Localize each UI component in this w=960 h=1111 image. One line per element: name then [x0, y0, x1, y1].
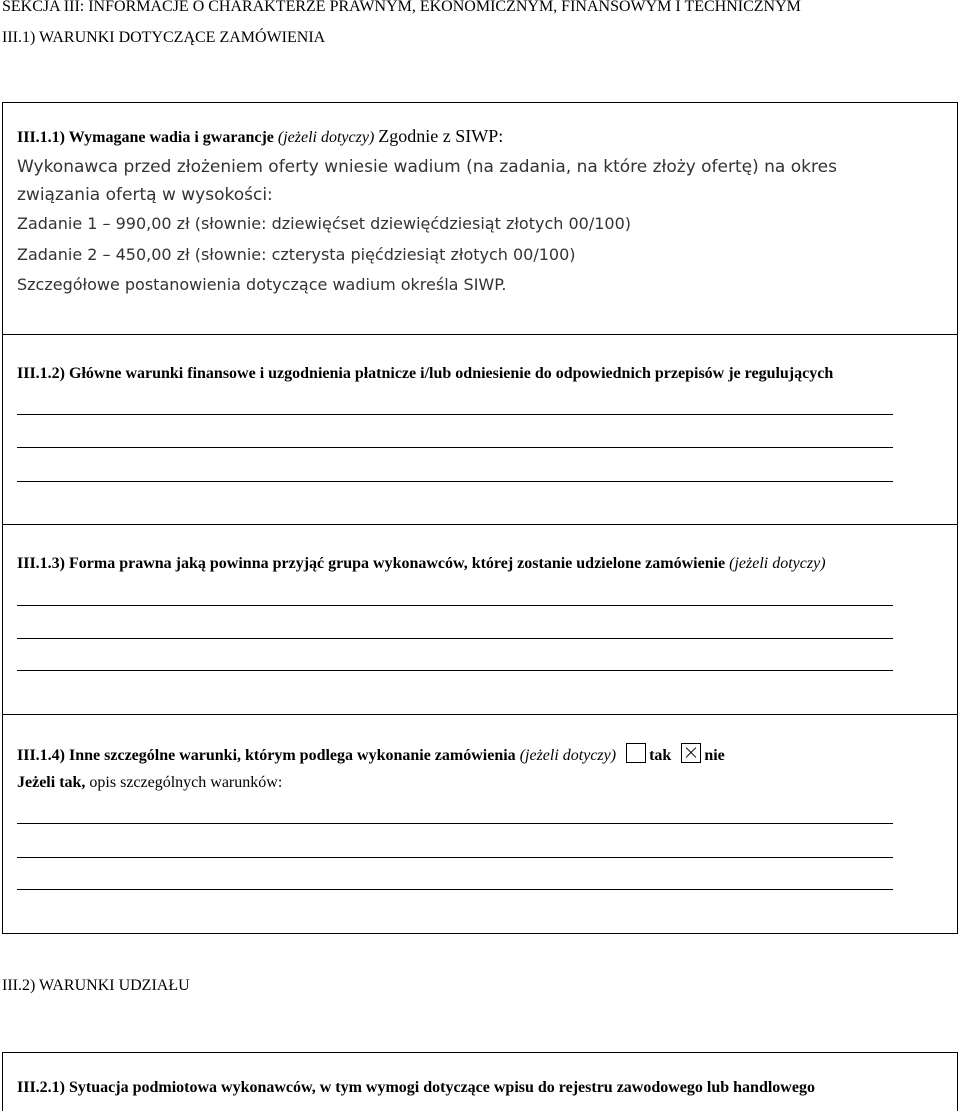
- divider: [2, 524, 958, 525]
- subsection-conditions-title: III.1) WARUNKI DOTYCZĄCE ZAMÓWIENIA: [2, 29, 326, 46]
- special-conditions-label: III.1.4) Inne szczególne warunki, którym podlega wykonanie zamówienia: [17, 747, 516, 764]
- fill-line: [17, 638, 893, 639]
- no-label: nie: [704, 747, 725, 764]
- yes-checkbox[interactable]: [626, 743, 646, 763]
- divider: [2, 102, 958, 103]
- legal-form-label: III.1.3) Forma prawna jaką powinna przyjąć grupa wykonawców, której zostanie udzielone zamówienie: [17, 555, 726, 572]
- fill-line: [17, 414, 893, 415]
- deposit-text-line: Wykonawca przed złożeniem oferty wniesie wadium (na zadania, na które złoży ofertę) na okres: [17, 157, 837, 177]
- legal-form-heading: [17, 555, 826, 573]
- divider: [2, 1052, 958, 1053]
- deposit-task-2: Zadanie 2 – 450,00 zł (słownie: czterysta pięćdziesiąt złotych 00/100): [17, 245, 576, 264]
- section-title: SEKCJA III: INFORMACJE O CHARAKTERZE PRAWNYM, EKONOMICZNYM, FINANSOWYM I TECHNICZNYM: [2, 0, 801, 15]
- fill-line: [17, 889, 893, 890]
- special-conditions-heading: [17, 743, 725, 765]
- deposit-heading: [17, 126, 503, 147]
- deposit-note: (jeżeli dotyczy): [277, 129, 375, 146]
- special-conditions-note: (jeżeli dotyczy): [519, 747, 617, 764]
- fill-line: [17, 823, 893, 824]
- legal-form-note: (jeżeli dotyczy): [729, 555, 826, 572]
- deposit-details: Szczegółowe postanowienia dotyczące wadium określa SIWP.: [17, 275, 507, 294]
- divider: [2, 714, 958, 715]
- financial-conditions-label: III.1.2) Główne warunki finansowe i uzgodnienia płatnicze i/lub odniesienie do odpowiednich przepisów je regulujących: [17, 365, 834, 382]
- subsection-participation-title: III.2) WARUNKI UDZIAŁU: [2, 977, 190, 994]
- if-yes-bold: Jeżeli tak,: [17, 774, 86, 791]
- deposit-lead: Zgodnie z SIWP:: [378, 126, 504, 146]
- if-yes-text: opis szczególnych warunków:: [89, 774, 283, 791]
- fill-line: [17, 481, 893, 482]
- participation-situation-label: III.2.1) Sytuacja podmiotowa wykonawców, w tym wymogi dotyczące wpisu do rejestru zawodowego lub handlowego: [17, 1079, 815, 1096]
- no-checkbox[interactable]: [681, 743, 701, 763]
- deposit-task-1: Zadanie 1 – 990,00 zł (słownie: dziewięćset dziewięćdziesiąt złotych 00/100): [17, 214, 631, 233]
- fill-line: [17, 605, 893, 606]
- fill-line: [17, 670, 893, 671]
- deposit-text-line: związania ofertą w wysokości:: [17, 185, 273, 205]
- if-yes-line: [17, 774, 282, 792]
- divider: [2, 334, 958, 335]
- yes-label: tak: [649, 747, 672, 764]
- fill-line: [17, 447, 893, 448]
- divider: [2, 933, 958, 934]
- fill-line: [17, 857, 893, 858]
- deposit-label: III.1.1) Wymagane wadia i gwarancje: [17, 129, 274, 146]
